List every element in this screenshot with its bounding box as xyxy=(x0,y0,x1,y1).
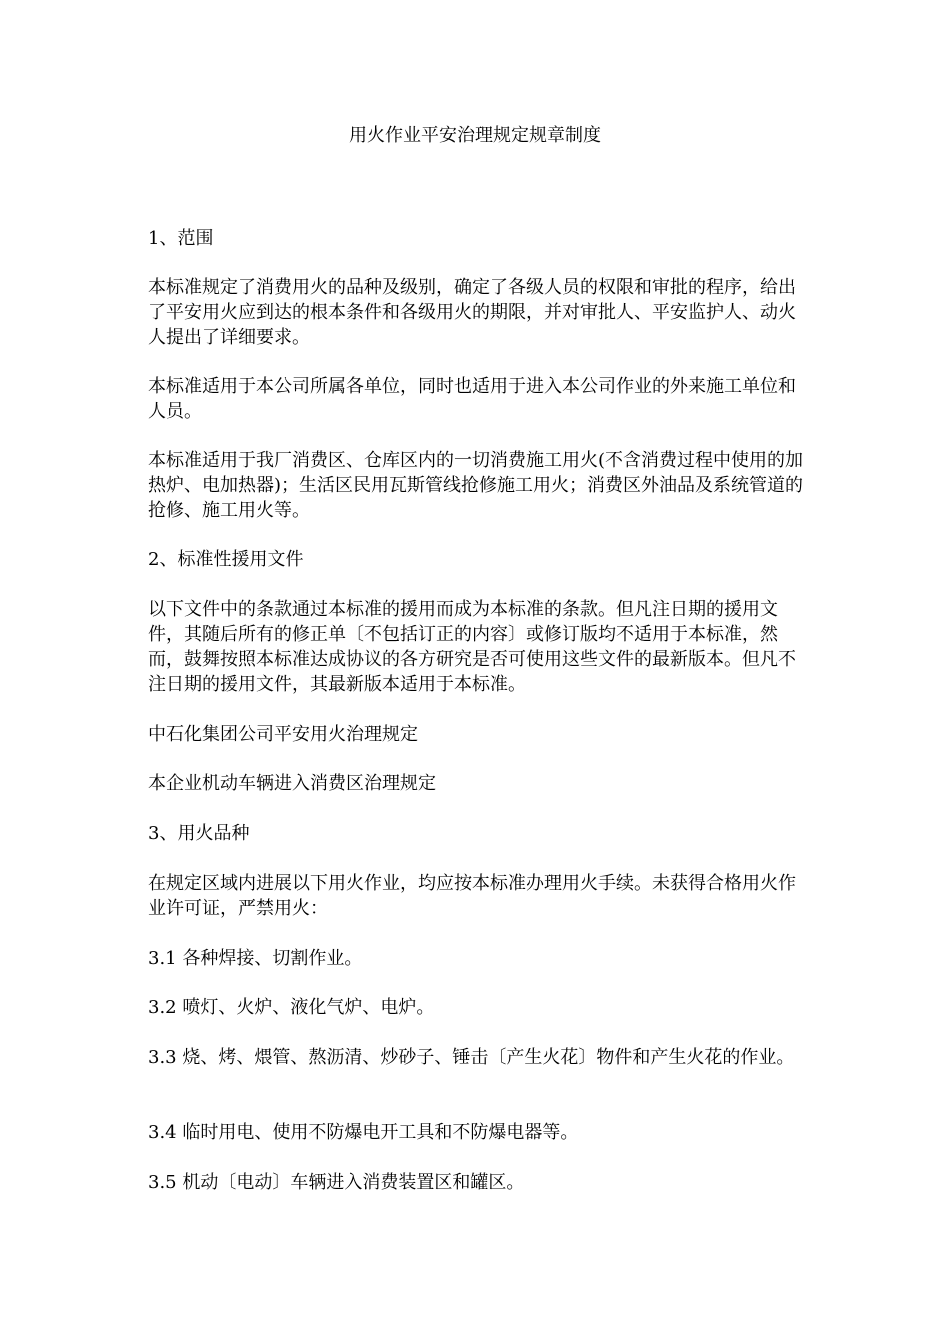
paragraph: 本标准适用于我厂消费区、仓库区内的一切消费施工用火(不含消费过程中使用的加热炉、电加热器)；生活区民用瓦斯管线抢修施工用火；消费区外油品及系统管道的抢修、施工用火等。 xyxy=(148,450,804,521)
list-item: 3.2 喷灯、火炉、液化气炉、电炉。 xyxy=(148,997,435,1018)
section-heading-references: 2、标准性援用文件 xyxy=(148,549,304,570)
list-item: 3.3 烧、烤、煨管、熬沥清、炒砂子、锤击〔产生火花〕物件和产生火花的作业。 xyxy=(148,1047,795,1068)
section-heading-fire-types: 3、用火品种 xyxy=(148,823,250,844)
paragraph: 以下文件中的条款通过本标准的援用而成为本标准的条款。但凡注日期的援用文件，其随后所有的修正单〔不包括订正的内容〕或修订版均不适用于本标准，然而，鼓舞按照本标准达成协议的各方研究是否可使用这些文件的最新版本。但凡不注日期的援用文件，其最新版本适用于本标准。 xyxy=(148,599,796,695)
list-item: 3.4 临时用电、使用不防爆电开工具和不防爆电器等。 xyxy=(148,1122,579,1143)
list-item: 3.5 机动〔电动〕车辆进入消费装置区和罐区。 xyxy=(148,1172,525,1193)
list-item: 3.1 各种焊接、切割作业。 xyxy=(148,948,363,969)
paragraph: 本标准适用于本公司所属各单位，同时也适用于进入本公司作业的外来施工单位和人员。 xyxy=(148,376,796,422)
section-heading-scope: 1、范围 xyxy=(148,228,214,249)
paragraph: 在规定区域内进展以下用火作业，均应按本标准办理用火手续。未获得合格用火作业许可证，严禁用火： xyxy=(148,873,796,919)
document-title: 用火作业平安治理规定规章制度 xyxy=(349,125,601,146)
reference-item: 本企业机动车辆进入消费区治理规定 xyxy=(148,773,436,794)
reference-item: 中石化集团公司平安用火治理规定 xyxy=(148,724,418,745)
paragraph: 本标准规定了消费用火的品种及级别，确定了各级人员的权限和审批的程序，给出了平安用火应到达的根本条件和各级用火的期限，并对审批人、平安监护人、动火人提出了详细要求。 xyxy=(148,277,796,348)
